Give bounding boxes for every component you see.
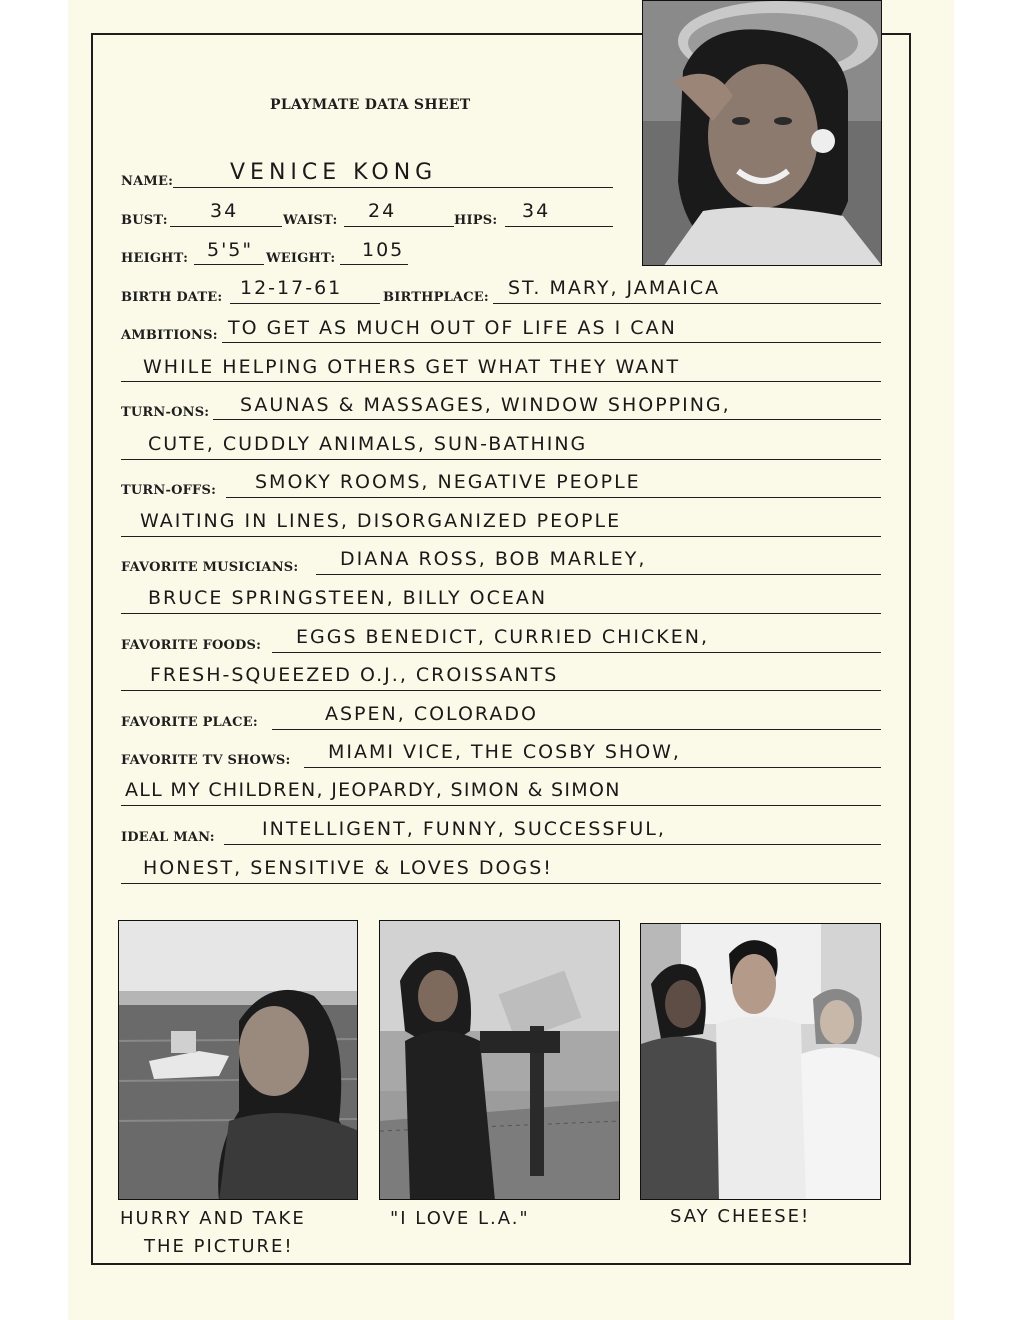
favorite-place-line [272, 729, 881, 730]
favorite-foods-line-2 [121, 690, 881, 691]
sheet-title: PLAYMATE DATA SHEET [270, 97, 471, 113]
ambitions-value-1: TO GET AS MUCH OUT OF LIFE AS I CAN [228, 317, 677, 339]
birth-date-value: 12-17-61 [240, 277, 343, 299]
photo-group [640, 923, 881, 1200]
turn-ons-line-2 [121, 459, 881, 460]
favorite-musicians-label: FAVORITE MUSICIANS: [121, 560, 299, 575]
name-label: NAME: [121, 174, 174, 189]
ideal-man-label: IDEAL MAN: [121, 830, 215, 845]
turn-offs-line-1 [226, 497, 881, 498]
favorite-foods-value-2: FRESH-SQUEEZED O.J., CROISSANTS [150, 664, 559, 686]
turn-offs-value-1: SMOKY ROOMS, NEGATIVE PEOPLE [255, 471, 641, 493]
photo-telescope [379, 920, 620, 1200]
favorite-place-label: FAVORITE PLACE: [121, 715, 258, 730]
turn-ons-label: TURN-ONS: [121, 405, 210, 420]
ideal-man-value-1: INTELLIGENT, FUNNY, SUCCESSFUL, [262, 818, 666, 840]
favorite-tv-shows-value-2: ALL MY CHILDREN, JEOPARDY, SIMON & SIMON [125, 779, 621, 801]
turn-ons-value-1: SAUNAS & MASSAGES, WINDOW SHOPPING, [240, 394, 731, 416]
hips-line [505, 226, 613, 227]
name-line [173, 187, 613, 188]
favorite-foods-value-1: EGGS BENEDICT, CURRIED CHICKEN, [296, 626, 709, 648]
caption-photo-1-line-1: HURRY AND TAKE [120, 1208, 306, 1229]
waist-label: WAIST: [283, 213, 338, 228]
caption-photo-3: SAY CHEESE! [670, 1206, 811, 1227]
favorite-place-value: ASPEN, COLORADO [325, 703, 538, 725]
name-value: VENICE KONG [230, 160, 438, 185]
weight-label: WEIGHT: [266, 251, 336, 266]
waist-line [344, 226, 454, 227]
ideal-man-line-1 [224, 844, 881, 845]
birthplace-label: BIRTHPLACE: [383, 290, 489, 305]
favorite-musicians-line-1 [316, 574, 881, 575]
weight-line [340, 264, 408, 265]
turn-ons-line-1 [213, 419, 881, 420]
ideal-man-value-2: HONEST, SENSITIVE & LOVES DOGS! [143, 857, 553, 879]
waist-value: 24 [368, 200, 397, 222]
hips-value: 34 [522, 200, 551, 222]
bust-label: BUST: [121, 213, 168, 228]
favorite-musicians-value-2: BRUCE SPRINGSTEEN, BILLY OCEAN [148, 587, 548, 609]
height-line [194, 264, 264, 265]
favorite-tv-shows-line-2 [121, 805, 881, 806]
favorite-musicians-value-1: DIANA ROSS, BOB MARLEY, [340, 548, 647, 570]
favorite-tv-shows-value-1: MIAMI VICE, THE COSBY SHOW, [328, 741, 681, 763]
birthplace-value: ST. MARY, JAMAICA [508, 277, 721, 299]
turn-ons-value-2: CUTE, CUDDLY ANIMALS, SUN-BATHING [148, 433, 588, 455]
portrait-photo [642, 0, 882, 266]
favorite-tv-shows-label: FAVORITE TV SHOWS: [121, 753, 291, 768]
caption-photo-1-line-2: THE PICTURE! [144, 1236, 294, 1257]
turn-offs-line-2 [121, 536, 881, 537]
ideal-man-line-2 [121, 883, 881, 884]
favorite-musicians-line-2 [121, 613, 881, 614]
favorite-tv-shows-line-1 [304, 767, 881, 768]
ambitions-value-2: WHILE HELPING OTHERS GET WHAT THEY WANT [143, 356, 681, 378]
bust-line [170, 226, 282, 227]
ambitions-label: AMBITIONS: [121, 328, 218, 343]
ambitions-line-1 [222, 342, 881, 343]
birth-date-label: BIRTH DATE: [121, 290, 223, 305]
favorite-foods-label: FAVORITE FOODS: [121, 638, 262, 653]
ambitions-line-2 [121, 381, 881, 382]
weight-value: 105 [362, 239, 405, 261]
turn-offs-label: TURN-OFFS: [121, 483, 217, 498]
photo-harbor [118, 920, 358, 1200]
bust-value: 34 [210, 200, 239, 222]
favorite-foods-line-1 [272, 652, 881, 653]
birthplace-line [493, 303, 881, 304]
height-label: HEIGHT: [121, 251, 189, 266]
turn-offs-value-2: WAITING IN LINES, DISORGANIZED PEOPLE [140, 510, 622, 532]
height-value: 5'5" [207, 239, 254, 261]
birth-date-line [230, 303, 380, 304]
hips-label: HIPS: [454, 213, 498, 228]
caption-photo-2: "I LOVE L.A." [390, 1208, 530, 1229]
